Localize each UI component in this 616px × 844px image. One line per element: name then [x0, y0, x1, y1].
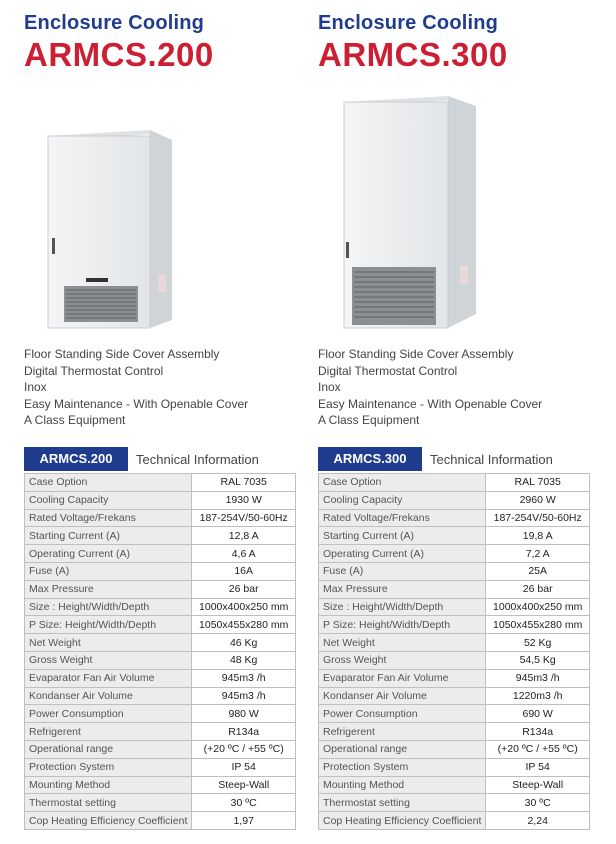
product-column-right — [318, 0, 608, 827]
table-row — [25, 669, 296, 687]
spec-value: 1050x455x280 mm — [192, 616, 296, 634]
product-model-title: ARMCS.300 — [318, 36, 508, 73]
spec-value: 46 Kg — [192, 634, 296, 652]
spec-label: Operational range — [319, 740, 486, 758]
spec-label: Operational range — [25, 740, 192, 758]
table-row — [25, 740, 296, 758]
technical-info-header — [24, 446, 306, 472]
spec-label: Case Option — [25, 474, 192, 492]
feature-item: Easy Maintenance - With Openable Cover — [318, 396, 543, 411]
table-row — [319, 740, 590, 758]
spec-value: 54,5 Kg — [486, 651, 590, 669]
table-row — [25, 758, 296, 776]
spec-value: 945m3 /h — [192, 669, 296, 687]
technical-info-header — [318, 446, 600, 472]
table-row — [319, 634, 590, 652]
technical-info-label: Technical Information — [136, 451, 259, 467]
feature-item: Floor Standing Side Cover Assembly — [24, 347, 220, 361]
spec-value: RAL 7035 — [192, 474, 296, 492]
table-row — [319, 527, 590, 545]
table-row — [25, 545, 296, 563]
table-row — [319, 669, 590, 687]
table-row — [25, 794, 296, 812]
table-row — [319, 723, 590, 741]
spec-value: 52 Kg — [486, 634, 590, 652]
model-badge: ARMCS.300 — [318, 447, 422, 471]
spec-label: Kondanser Air Volume — [25, 687, 192, 705]
spec-value: 4,6 A — [192, 545, 296, 563]
table-row — [319, 776, 590, 794]
spec-label: Rated Voltage/Frekans — [25, 509, 192, 527]
spec-value: 945m3 /h — [192, 687, 296, 705]
table-row — [319, 580, 590, 598]
product-image — [338, 92, 498, 337]
technical-info-label: Technical Information — [430, 451, 553, 467]
feature-item: Digital Thermostat Control — [318, 363, 458, 378]
spec-label: Fuse (A) — [25, 562, 192, 580]
model-badge: ARMCS.200 — [24, 447, 128, 471]
spec-label: Max Pressure — [319, 580, 486, 598]
table-row — [25, 616, 296, 634]
spec-value: 26 bar — [486, 580, 590, 598]
spec-label: Starting Current (A) — [25, 527, 192, 545]
spec-label: Protection System — [319, 758, 486, 776]
spec-label: Size : Height/Width/Depth — [319, 598, 486, 616]
spec-value: 1,97 — [192, 812, 296, 830]
spec-label: Refrigerent — [25, 723, 192, 741]
spec-label: P Size: Height/Width/Depth — [319, 616, 486, 634]
spec-value: 30 ºC — [192, 794, 296, 812]
spec-value: 7,2 A — [486, 545, 590, 563]
spec-value: 945m3 /h — [486, 669, 590, 687]
table-row — [25, 651, 296, 669]
spec-label: Thermostat setting — [319, 794, 486, 812]
table-row — [319, 794, 590, 812]
product-image — [38, 128, 188, 333]
table-row — [25, 723, 296, 741]
table-row — [25, 634, 296, 652]
table-row — [25, 776, 296, 794]
table-row — [319, 812, 590, 830]
table-row — [25, 580, 296, 598]
spec-label: Net Weight — [25, 634, 192, 652]
feature-item: Easy Maintenance - With Openable Cover — [24, 396, 249, 411]
spec-label: Operating Current (A) — [319, 545, 486, 563]
table-row — [319, 509, 590, 527]
table-row — [319, 474, 590, 492]
spec-label: Cop Heating Efficiency Coefficient — [319, 812, 486, 830]
table-row — [319, 651, 590, 669]
spec-label: Protection System — [25, 758, 192, 776]
table-row — [25, 527, 296, 545]
spec-label: Operating Current (A) — [25, 545, 192, 563]
table-row — [319, 758, 590, 776]
spec-label: Net Weight — [319, 634, 486, 652]
table-row — [319, 687, 590, 705]
spec-value: 690 W — [486, 705, 590, 723]
feature-item: A Class Equipment — [318, 413, 420, 427]
table-row — [25, 705, 296, 723]
spec-value: IP 54 — [192, 758, 296, 776]
feature-item: Inox — [318, 380, 341, 394]
table-row — [319, 545, 590, 563]
spec-label: Size : Height/Width/Depth — [25, 598, 192, 616]
table-row — [319, 562, 590, 580]
spec-value: 25A — [486, 562, 590, 580]
spec-value: 1000x400x250 mm — [486, 598, 590, 616]
spec-value: (+20 ºC / +55 ºC) — [486, 740, 590, 758]
spec-label: Gross Weight — [25, 651, 192, 669]
spec-label: Cop Heating Efficiency Coefficient — [25, 812, 192, 830]
spec-label: Mounting Method — [25, 776, 192, 794]
spec-label: Thermostat setting — [25, 794, 192, 812]
table-row — [25, 491, 296, 509]
table-row — [319, 491, 590, 509]
spec-value: (+20 ºC / +55 ºC) — [192, 740, 296, 758]
spec-label: Power Consumption — [319, 705, 486, 723]
spec-value: 1050x455x280 mm — [486, 616, 590, 634]
spec-value: 187-254V/50-60Hz — [486, 509, 590, 527]
product-subtitle: Enclosure Cooling — [318, 12, 499, 34]
spec-value: R134a — [486, 723, 590, 741]
feature-item: Digital Thermostat Control — [24, 363, 164, 378]
spec-value: 980 W — [192, 705, 296, 723]
table-row — [25, 598, 296, 616]
table-row — [25, 509, 296, 527]
spec-label: Kondanser Air Volume — [319, 687, 486, 705]
feature-item: A Class Equipment — [24, 413, 126, 427]
spec-label: Cooling Capacity — [25, 491, 192, 509]
spec-label: Power Consumption — [25, 705, 192, 723]
spec-value: 2,24 — [486, 812, 590, 830]
spec-table — [24, 473, 296, 830]
spec-label: Case Option — [319, 474, 486, 492]
spec-label: Mounting Method — [319, 776, 486, 794]
spec-label: Rated Voltage/Frekans — [319, 509, 486, 527]
feature-item: Inox — [24, 380, 47, 394]
spec-label: Gross Weight — [319, 651, 486, 669]
spec-value: 16A — [192, 562, 296, 580]
spec-value: Steep-Wall — [192, 776, 296, 794]
table-row — [319, 598, 590, 616]
table-row — [319, 705, 590, 723]
spec-table — [318, 473, 590, 830]
spec-value: RAL 7035 — [486, 474, 590, 492]
spec-value: 12,8 A — [192, 527, 296, 545]
spec-value: 19,8 A — [486, 527, 590, 545]
product-column-left — [24, 0, 314, 827]
spec-label: Refrigerent — [319, 723, 486, 741]
spec-label: Evaparator Fan Air Volume — [319, 669, 486, 687]
spec-value: 26 bar — [192, 580, 296, 598]
spec-value: 1000x400x250 mm — [192, 598, 296, 616]
product-subtitle: Enclosure Cooling — [24, 12, 205, 34]
spec-value: Steep-Wall — [486, 776, 590, 794]
spec-value: IP 54 — [486, 758, 590, 776]
table-row — [25, 687, 296, 705]
spec-label: Max Pressure — [25, 580, 192, 598]
table-row — [25, 562, 296, 580]
feature-list — [318, 346, 542, 429]
spec-value: 30 ºC — [486, 794, 590, 812]
spec-label: Cooling Capacity — [319, 491, 486, 509]
feature-item: Floor Standing Side Cover Assembly — [318, 347, 514, 361]
spec-value: 1220m3 /h — [486, 687, 590, 705]
spec-label: P Size: Height/Width/Depth — [25, 616, 192, 634]
spec-label: Evaparator Fan Air Volume — [25, 669, 192, 687]
table-row — [319, 616, 590, 634]
spec-value: 187-254V/50-60Hz — [192, 509, 296, 527]
spec-value: 2960 W — [486, 491, 590, 509]
spec-label: Fuse (A) — [319, 562, 486, 580]
product-model-title: ARMCS.200 — [24, 36, 214, 73]
spec-value: 48 Kg — [192, 651, 296, 669]
spec-value: R134a — [192, 723, 296, 741]
feature-list — [24, 346, 248, 429]
spec-label: Starting Current (A) — [319, 527, 486, 545]
table-row — [25, 474, 296, 492]
spec-value: 1930 W — [192, 491, 296, 509]
table-row — [25, 812, 296, 830]
